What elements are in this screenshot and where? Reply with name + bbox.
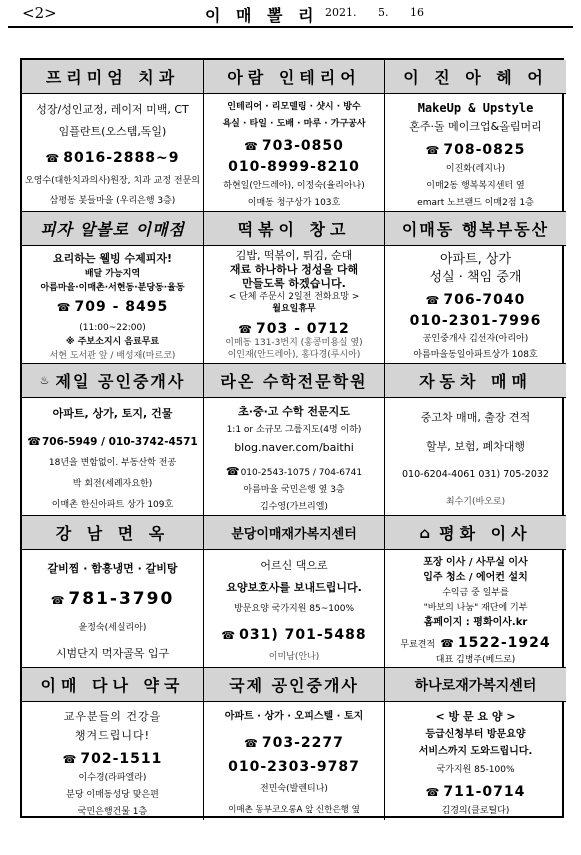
ad-line: 무료견적: [400, 639, 436, 650]
phone-icon: ☎: [27, 434, 41, 448]
ad-raon-math: [204, 364, 385, 516]
ad-car-trade: [385, 364, 566, 516]
ad-title: ⌂ 평화 이사: [385, 516, 566, 550]
ad-line: 방문요양 국가지원 85~100%: [234, 604, 354, 615]
ad-line: 박 회전(세례자요한): [72, 479, 153, 490]
phone-icon: ☎: [225, 464, 240, 478]
issue-date: 2021. 5. 16: [325, 6, 424, 19]
ad-line: 성장/성인교정, 레이저 미백, CT: [36, 103, 189, 117]
header-rule: [8, 26, 573, 28]
ad-gukje-realty: [204, 668, 385, 820]
ad-line: 국민은행건물 1층: [77, 806, 148, 817]
ad-line: 아파트, 상가: [439, 252, 512, 268]
ad-line: 요리하는 웰빙 수제피자!: [53, 252, 172, 265]
ad-pizza-alvolo: [22, 212, 204, 364]
ad-line: 아파트 · 상가 · 오피스텔 · 토지: [224, 711, 364, 723]
ad-phone: 010-2543-1075 / 704-6741: [240, 467, 363, 478]
ad-line: 욕실 · 타일 · 도배 · 마루 · 가구공사: [222, 119, 366, 130]
ad-link: blog.naver.com/baithi: [234, 441, 354, 455]
ad-phone: 010-2301-7996: [409, 312, 542, 329]
ad-line: 입주 청소 / 에어컨 설치: [423, 571, 528, 583]
ad-line: 포장 이사 / 사무실 이사: [423, 556, 528, 568]
ad-line: 재료 하나하나 정성을 다해: [229, 263, 359, 276]
phone-icon: ☎: [45, 152, 60, 166]
ad-line: 삼평동 봇들마을 (우리은행 3층): [49, 195, 176, 206]
ad-title: 하나로재가복지센터: [385, 668, 566, 702]
ad-line: 초·중·고 수학 전문지도: [238, 405, 350, 419]
phone-icon: ☎: [221, 628, 236, 642]
ad-line: 갈비찜 · 함흥냉면 · 갈비탕: [47, 561, 178, 575]
phone-icon: ☎: [244, 736, 258, 750]
ad-line: 혼주·돌 메이크업&올림머리: [409, 120, 542, 134]
ad-leejina-hair: [385, 60, 566, 212]
ad-line: 윤정숙(세실리아): [78, 622, 147, 633]
ad-line: 월요일휴무: [272, 304, 316, 314]
ad-phone: 703-0850: [261, 138, 344, 155]
ad-line: 홈페이지 : 평화이사.kr: [423, 616, 528, 628]
page-number: <2>: [22, 4, 57, 22]
ad-phone: 708-0825: [443, 142, 526, 159]
ad-line: 1:1 or 소규모 그룹지도(4명 이하): [226, 425, 362, 436]
ad-line: 이매동 131-3번지 (홍콩미용실 옆): [225, 338, 363, 348]
ad-title: 분당이매재가복지센터: [204, 516, 384, 550]
ad-gangnam-myeonok: [22, 516, 204, 668]
ad-line: < 단체 주문시 2일전 전화요망 >: [228, 292, 360, 302]
ad-line: 김경의(클로틸다): [441, 806, 510, 817]
ad-phone: 703 - 0712: [255, 321, 350, 337]
ad-line: "바보의 나눔" 재단에 기부: [423, 602, 528, 613]
phone-icon: ☎: [440, 636, 454, 650]
bell-icon: ♨: [39, 374, 52, 387]
ad-phone: 703-2277: [261, 734, 344, 751]
ad-line: 이진화(레지나): [445, 163, 506, 174]
ad-phone: 706-5949 / 010-3742-4571: [41, 435, 198, 448]
ad-line: 성실 · 책임 중개: [429, 270, 522, 286]
ad-phone: 711-0714: [443, 783, 526, 800]
ad-line: 아름마을 국민은행 옆 3층: [243, 484, 345, 495]
ad-line: 이매촌 한신아파트 상가 109호: [51, 499, 174, 510]
ad-phone: 010-2303-9787: [228, 758, 360, 775]
ad-line: 챙겨드립니다!: [74, 728, 151, 742]
ad-line: 등급신청부터 방문요양: [425, 728, 526, 740]
phone-icon: ☎: [244, 140, 258, 154]
phone-icon: ☎: [425, 294, 440, 308]
ad-line: 김밥, 떡볶이, 튀김, 순대: [235, 249, 353, 262]
ad-title: 떡볶이 창고: [204, 212, 384, 246]
ad-pyeonghwa-moving: [385, 516, 566, 668]
business-hours: (11:00~22:00): [79, 323, 146, 333]
ad-line: 이매촌 동부코오롱A 앞 신한은행 옆: [228, 804, 360, 815]
ad-title: 아람 인테리어: [204, 60, 384, 94]
ad-line: 분당 이매동성당 맞은편: [66, 789, 159, 800]
ad-line: 아름마을·이매촌·서현동·분당동·율동: [40, 283, 185, 293]
ad-line: 교우분들의 건강을: [63, 709, 162, 723]
ad-haengbok-realty: [385, 212, 566, 364]
ad-line: 인테리어 · 리모델링 · 샷시 · 방수: [227, 102, 361, 113]
ad-phone: 702-1511: [80, 750, 163, 767]
ad-line: < 방 문 요 양 >: [435, 709, 516, 723]
ad-line: 국가지원 85-100%: [436, 764, 515, 775]
ad-phone: 709 - 8495: [74, 299, 169, 315]
ad-line: 중고차 매매, 출장 견적: [420, 410, 531, 424]
ad-line: 어르신 댁으로: [260, 559, 328, 573]
ad-dana-pharmacy: [22, 668, 204, 820]
ad-title: 라온 수학전문학원: [204, 364, 384, 398]
ad-title: 피자 알볼로 이매점: [22, 212, 203, 246]
ad-line: 이인재(안드레아), 홍다경(루시아): [227, 350, 361, 360]
ad-line: 오영수(대한치과의사)원장, 치과 교정 전문의: [25, 175, 200, 186]
ad-line: ※ 주보소지시 음료무료: [65, 337, 160, 347]
ad-title: 이매동 행복부동산: [385, 212, 566, 246]
house-icon: ⌂: [419, 523, 436, 542]
ad-aram-interior: [204, 60, 385, 212]
ad-phone: 781-3790: [68, 588, 175, 609]
ad-title: 이매 다나 약국: [22, 668, 203, 702]
ad-line: 김수영(가브리엘): [260, 501, 328, 512]
ad-phone: 010-6204-4061 031) 705-2032: [402, 468, 549, 480]
ad-line: 서현 도서관 앞 / 배성재(마르코): [49, 351, 176, 361]
ad-title: 강 남 면 옥: [22, 516, 203, 550]
ad-title: ♨ 제일 공인중개사: [22, 364, 203, 398]
ad-line: 이매동 청구상가 103호: [247, 197, 341, 208]
ad-title: 자동차 매매: [385, 364, 566, 398]
newsletter-name: 이 매 뽈 리: [205, 6, 319, 25]
ad-line: 시범단지 먹자골목 입구: [55, 646, 170, 660]
ad-jeil-realty: [22, 364, 204, 516]
ad-line: 최수기(바오로): [445, 496, 506, 507]
phone-icon: ☎: [50, 593, 65, 607]
ad-premium-dental: [22, 60, 204, 212]
ad-phone: 1522-1924: [457, 634, 551, 651]
ad-line: 전민숙(발렌티나): [260, 784, 328, 795]
ad-line: 임플란트(오스템,독일): [58, 125, 167, 139]
ad-line: 아파트, 상가, 토지, 건물: [52, 407, 173, 421]
ad-bundang-welfare: [204, 516, 385, 668]
phone-icon: ☎: [62, 752, 77, 766]
ad-line: 아름마을동일아파트상가 108호: [413, 349, 538, 360]
ad-line: 대표 김병주(베드로): [435, 654, 516, 665]
ad-line: 18년을 변함없이. 부동산학 전공: [48, 458, 177, 469]
phone-icon: ☎: [425, 785, 440, 799]
ad-phone: 8016-2888~9: [63, 150, 180, 167]
ad-phone: 010-8999-8210: [228, 158, 360, 175]
phone-icon: ☎: [238, 323, 252, 336]
ad-line: MakeUp & Upstyle: [417, 101, 534, 116]
ad-title: 이 진 아 헤 어: [385, 60, 566, 94]
ad-line: 만들도록 하겠습니다.: [242, 277, 346, 290]
ad-grid: [20, 58, 564, 818]
ad-line: 공인중개사 김선자(아리아): [422, 333, 529, 344]
ad-tteokbokki-changgo: [204, 212, 385, 364]
phone-icon: ☎: [425, 144, 440, 158]
ad-line: 이미남(안나): [268, 651, 320, 662]
ad-title: 프리미엄 치과: [22, 60, 203, 94]
ad-phone: 706-7040: [443, 292, 526, 309]
ad-title: 국제 공인중개사: [204, 668, 384, 702]
ad-line: 이매2동 행복복지센터 옆: [426, 180, 525, 191]
ad-phone: 031) 701-5488: [239, 626, 367, 643]
phone-icon: ☎: [56, 301, 71, 314]
ad-line: emart 노브랜드 이매2점 1층: [417, 197, 534, 208]
ad-line: 수익금 중 일부를: [442, 587, 509, 598]
ad-line: 이수경(라파엘라): [78, 772, 147, 783]
ad-line: 배달 가능지역: [84, 269, 141, 279]
page-header: [0, 0, 581, 28]
ad-line: 서비스까지 도와드립니다.: [418, 746, 533, 758]
ad-line: 요양보호사를 보내드립니다.: [226, 581, 362, 595]
ad-line: 할부, 보험, 폐차대행: [426, 439, 525, 453]
ad-line: 하현일(안드레아), 이정숙(율리아나): [223, 180, 365, 191]
ad-hanaro-welfare: [385, 668, 566, 820]
